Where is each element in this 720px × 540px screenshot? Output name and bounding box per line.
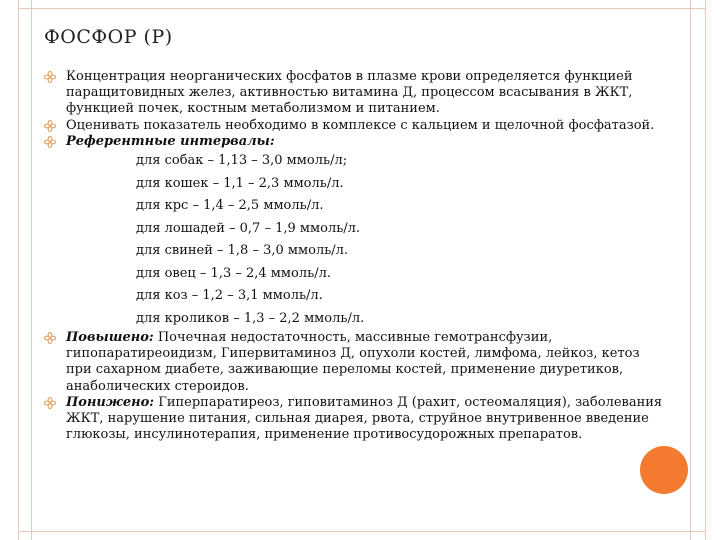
frame-bottom — [18, 531, 706, 532]
frame-left — [18, 0, 32, 540]
decreased-label: Понижено: — [66, 394, 155, 410]
list-item — [44, 134, 664, 330]
item-text: Концентрация неорганических фосфатов в плазме крови определяется функцией паращитовидных желез, активностью витамина Д, процессом всасывания в ЖКТ, функцией почек, костным метаболизмом и питанием. — [66, 69, 633, 117]
list-item — [44, 330, 664, 395]
interval-line: для коз – 1,2 – 3,1 ммоль/л. — [136, 288, 323, 304]
interval-line: для овец – 1,3 – 2,4 ммоль/л. — [136, 265, 331, 281]
item-text: Оценивать показатель необходимо в комплексе с кальцием и щелочной фосфатазой. — [66, 117, 655, 133]
flower-bullet-icon — [44, 332, 56, 344]
interval-line: для свиней – 1,8 – 3,0 ммоль/л. — [136, 243, 349, 259]
frame-top — [18, 8, 706, 9]
flower-bullet-icon — [44, 71, 56, 83]
flower-bullet-icon — [44, 136, 56, 148]
decorative-circle — [640, 446, 688, 494]
item-text: Гиперпаратиреоз, гиповитаминоз Д (рахит, остеомаляция), заболевания ЖКТ, нарушение питания, сильная диарея, рвота, струйное внутривенное введение глюкозы, инсулинотерапия, применение противосудорожных препаратов. — [66, 394, 663, 443]
list-item — [44, 118, 664, 134]
interval-line: для лошадей – 0,7 – 1,9 ммоль/л. — [136, 220, 361, 236]
interval-line: для собак – 1,13 – 3,0 ммоль/л; — [136, 153, 348, 169]
interval-line: для кошек – 1,1 – 2,3 ммоль/л. — [136, 175, 344, 191]
slide-content — [44, 69, 664, 443]
reference-heading: Референтные интервалы: — [66, 133, 275, 149]
interval-line: для крс – 1,4 – 2,5 ммоль/л. — [136, 198, 324, 214]
flower-bullet-icon — [44, 120, 56, 132]
item-text: Почечная недостаточность, массивные гемотрансфузии, гипопаратиреоидизм, Гипервитаминоз Д, опухоли костей, лимфома, лейкоз, кетоз при сахарном диабете, заживающие переломы костей, применение диуретиков, анаболических стероидов. — [66, 330, 640, 394]
increased-label: Повышено: — [66, 330, 154, 346]
interval-line: для кроликов – 1,3 – 2,2 ммоль/л. — [136, 310, 365, 326]
list-item — [44, 69, 664, 118]
slide-title: ФОСФОР (Р) — [44, 26, 173, 48]
flower-bullet-icon — [44, 397, 56, 409]
frame-right — [690, 0, 706, 540]
list-item — [44, 395, 664, 444]
